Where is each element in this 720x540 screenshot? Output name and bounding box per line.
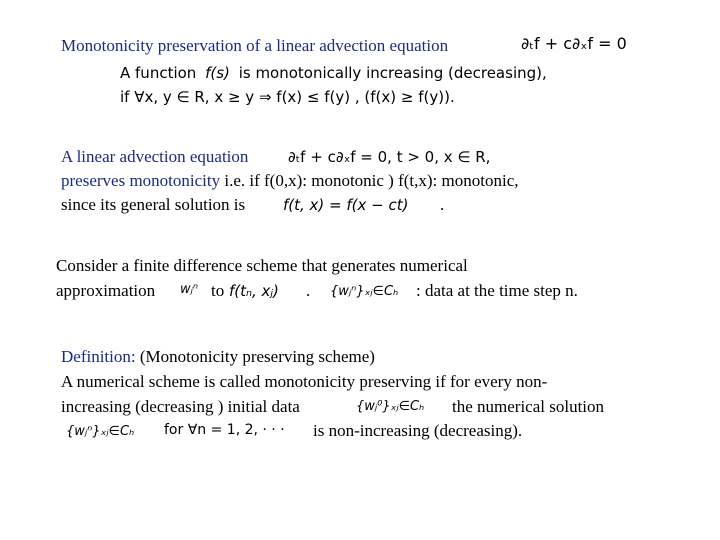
function-definition-line-2: if ∀x, y ∈ R, x ≥ y ⇒ f(x) ≤ f(y) , (f(x) ≥ f(y)). xyxy=(120,88,455,106)
advection-equation-inline: ∂ₜf + c∂ₓf = 0, t > 0, x ∈ R, xyxy=(288,148,491,166)
to-text: to xyxy=(211,281,225,300)
solution-set: {wⱼⁿ}ₓⱼ∈Cₕ xyxy=(66,424,135,439)
def-suffix: is monotonically increasing (decreasing), xyxy=(238,64,547,82)
definition-line-4-end: is non-increasing (decreasing). xyxy=(313,421,523,440)
advection-equation-title: ∂ₜf + c∂ₓf = 0 xyxy=(521,34,627,53)
section-title: Monotonicity preservation of a linear advection equation xyxy=(61,36,449,55)
definition-label: Definition: xyxy=(61,347,136,366)
definition-title: (Monotonicity preserving scheme) xyxy=(135,347,375,366)
def-prefix: A function xyxy=(120,64,197,82)
scheme-intro-line: Consider a finite difference scheme that generates numerical xyxy=(56,256,468,275)
preserves-rest: i.e. if f(0,x): monotonic ) f(t,x): monotonic, xyxy=(220,171,519,190)
general-solution-eq: f(t, x) = f(x − ct) xyxy=(283,196,409,214)
general-solution-text: since its general solution is xyxy=(61,195,246,214)
function-definition-line-1 xyxy=(120,64,547,82)
data-set-symbol: {wⱼⁿ}ₓⱼ∈Cₕ xyxy=(330,284,399,299)
preserves-monotonicity-line xyxy=(61,171,519,191)
preserves-monotonicity-text: preserves monotonicity xyxy=(61,171,221,190)
definition-line-2: A numerical scheme is called monotonicity preserving if for every non- xyxy=(61,372,548,391)
forall-n-text: for ∀n = 1, 2, · · · xyxy=(164,422,285,438)
definition-line-3b: the numerical solution xyxy=(452,397,605,416)
general-solution-period: . xyxy=(440,195,445,214)
initial-data-set: {wⱼ⁰}ₓⱼ∈Cₕ xyxy=(356,399,425,414)
definition-heading xyxy=(61,347,375,367)
f-symbol: f(tₙ, xⱼ) xyxy=(229,282,279,300)
period-text: . xyxy=(306,281,311,300)
data-description: : data at the time step n. xyxy=(416,281,578,300)
approximation-text: approximation xyxy=(56,281,156,300)
w-symbol: wⱼⁿ xyxy=(180,282,199,297)
advection-intro-text: A linear advection equation xyxy=(61,147,249,166)
function-fs: f(s) xyxy=(205,64,230,82)
definition-line-3a: increasing (decreasing ) initial data xyxy=(61,397,300,416)
